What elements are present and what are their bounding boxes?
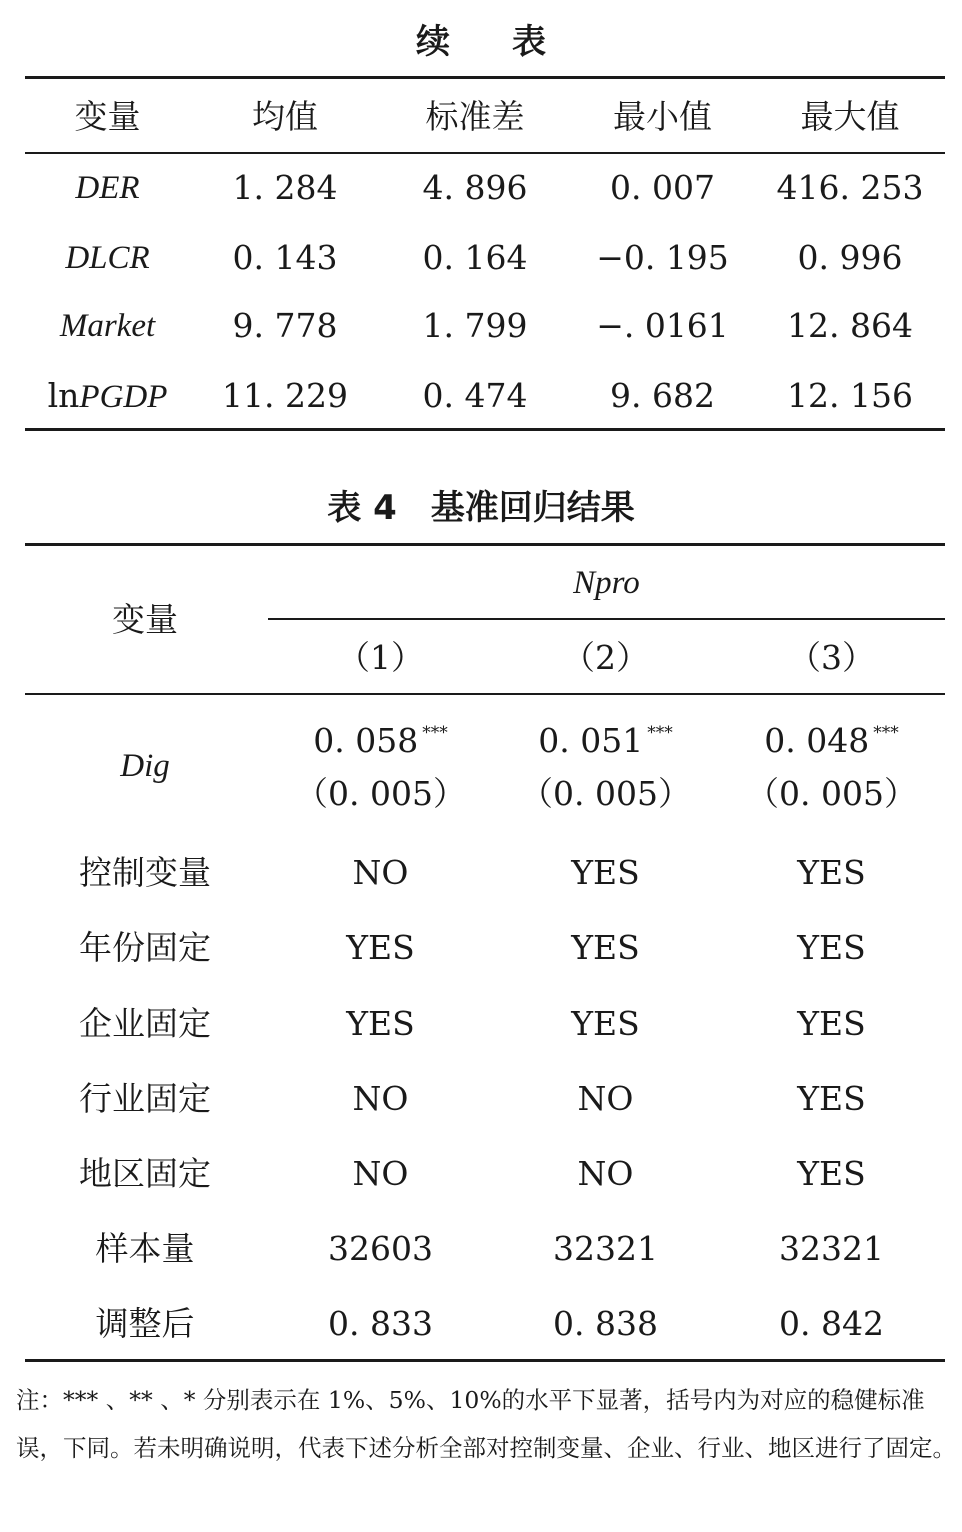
row-label-lnpgdp bbox=[25, 376, 190, 417]
row-label-sample-size: 样本量 bbox=[95, 1229, 195, 1268]
header-min: 最小值 bbox=[613, 97, 712, 136]
dig-coef-value: 0. 051 bbox=[538, 721, 644, 760]
cell-der-mean: 1. 284 bbox=[232, 168, 338, 207]
cell-sample-size-1: 32603 bbox=[328, 1229, 433, 1268]
cell-adjusted-1: 0. 833 bbox=[328, 1304, 433, 1343]
cell-industry-fe-3: YES bbox=[797, 1079, 866, 1118]
row-label-ln: ln bbox=[47, 376, 80, 415]
cell-lnpgdp-sd: 0. 474 bbox=[422, 376, 528, 415]
dig-se-1: （0. 005） bbox=[295, 774, 466, 813]
cell-der-max: 416. 253 bbox=[776, 168, 924, 207]
row-label-region-fe: 地区固定 bbox=[79, 1154, 211, 1193]
cell-lnpgdp-min: 9. 682 bbox=[610, 376, 715, 415]
cell-der-sd: 4. 896 bbox=[422, 168, 528, 207]
cell-market-min: −. 0161 bbox=[596, 306, 729, 345]
cell-year-fe-2: YES bbox=[571, 928, 640, 967]
cell-dlcr-max: 0. 996 bbox=[797, 238, 903, 277]
continued-table-title: 续表 bbox=[416, 22, 608, 62]
cell-controls-2: YES bbox=[571, 853, 640, 892]
row-label-adjusted: 调整后 bbox=[95, 1304, 195, 1343]
cell-region-fe-2: NO bbox=[577, 1154, 634, 1193]
cell-sample-size-3: 32321 bbox=[779, 1229, 884, 1268]
cell-firm-fe-3: YES bbox=[797, 1004, 866, 1043]
table4-header-npro: Npro bbox=[573, 565, 640, 601]
continued-bottom-rule bbox=[25, 428, 945, 431]
cell-der-min: 0. 007 bbox=[610, 168, 715, 207]
row-label-dig: Dig bbox=[120, 748, 170, 784]
row-label-year-fe: 年份固定 bbox=[79, 928, 211, 967]
significance-stars: *** bbox=[422, 723, 448, 743]
table4-bottom-rule bbox=[25, 1359, 945, 1362]
cell-market-mean: 9. 778 bbox=[232, 306, 338, 345]
table4-top-rule bbox=[25, 543, 945, 546]
dig-coef-value: 0. 048 bbox=[764, 721, 870, 760]
cell-year-fe-3: YES bbox=[797, 928, 866, 967]
dig-coef-2 bbox=[493, 721, 718, 767]
cell-adjusted-2: 0. 838 bbox=[553, 1304, 658, 1343]
dig-coef-1 bbox=[268, 721, 493, 767]
row-label-dlcr: DLCR bbox=[65, 240, 150, 276]
cell-lnpgdp-max: 12. 156 bbox=[787, 376, 913, 415]
table4-group-rule bbox=[268, 618, 945, 620]
dig-se-3: （0. 005） bbox=[746, 774, 917, 813]
dig-coef-value: 0. 058 bbox=[313, 721, 419, 760]
header-variable: 变量 bbox=[74, 97, 141, 136]
cell-lnpgdp-mean: 11. 229 bbox=[222, 376, 348, 415]
cell-dlcr-sd: 0. 164 bbox=[422, 238, 528, 277]
header-rule bbox=[25, 152, 945, 154]
cell-region-fe-3: YES bbox=[797, 1154, 866, 1193]
header-sd: 标准差 bbox=[425, 97, 525, 136]
table4-col-1: （1） bbox=[337, 638, 424, 677]
row-label-industry-fe: 行业固定 bbox=[79, 1079, 211, 1118]
cell-dlcr-mean: 0. 143 bbox=[232, 238, 338, 277]
row-label-der: DER bbox=[75, 170, 140, 206]
cell-controls-3: YES bbox=[797, 853, 866, 892]
cell-industry-fe-1: NO bbox=[352, 1079, 409, 1118]
cell-market-max: 12. 864 bbox=[787, 306, 913, 345]
cell-region-fe-1: NO bbox=[352, 1154, 409, 1193]
cell-year-fe-1: YES bbox=[346, 928, 415, 967]
table4-title: 表 4 基准回归结果 bbox=[327, 488, 635, 528]
cell-market-sd: 1. 799 bbox=[422, 306, 528, 345]
row-label-market: Market bbox=[59, 308, 156, 344]
cell-controls-1: NO bbox=[352, 853, 409, 892]
cell-firm-fe-1: YES bbox=[346, 1004, 415, 1043]
dig-se-2: （0. 005） bbox=[520, 774, 691, 813]
cell-industry-fe-2: NO bbox=[577, 1079, 634, 1118]
top-rule bbox=[25, 76, 945, 79]
cell-dlcr-min: −0. 195 bbox=[596, 238, 729, 277]
significance-stars: *** bbox=[647, 723, 673, 743]
table4-col-2: （2） bbox=[562, 638, 649, 677]
cell-sample-size-2: 32321 bbox=[553, 1229, 658, 1268]
row-label-controls: 控制变量 bbox=[79, 853, 211, 892]
dig-coef-3 bbox=[718, 721, 945, 767]
row-label-firm-fe: 企业固定 bbox=[79, 1004, 211, 1043]
table-note: 注：*** 、** 、* 分别表示在 1%、5%、10%的水平下显著，括号内为对应的稳健标准误，下同。若未明确说明，代表下述分析全部对控制变量、企业、行业、地区进行了固定。 bbox=[16, 1386, 956, 1462]
table4-header-variable: 变量 bbox=[112, 600, 178, 639]
cell-adjusted-3: 0. 842 bbox=[779, 1304, 884, 1343]
header-max: 最大值 bbox=[800, 97, 900, 136]
header-mean: 均值 bbox=[252, 97, 318, 136]
table4-col-3: （3） bbox=[788, 638, 875, 677]
row-label-pgdp: PGDP bbox=[79, 379, 168, 415]
significance-stars: *** bbox=[873, 723, 899, 743]
table4-header-rule bbox=[25, 693, 945, 695]
cell-firm-fe-2: YES bbox=[571, 1004, 640, 1043]
